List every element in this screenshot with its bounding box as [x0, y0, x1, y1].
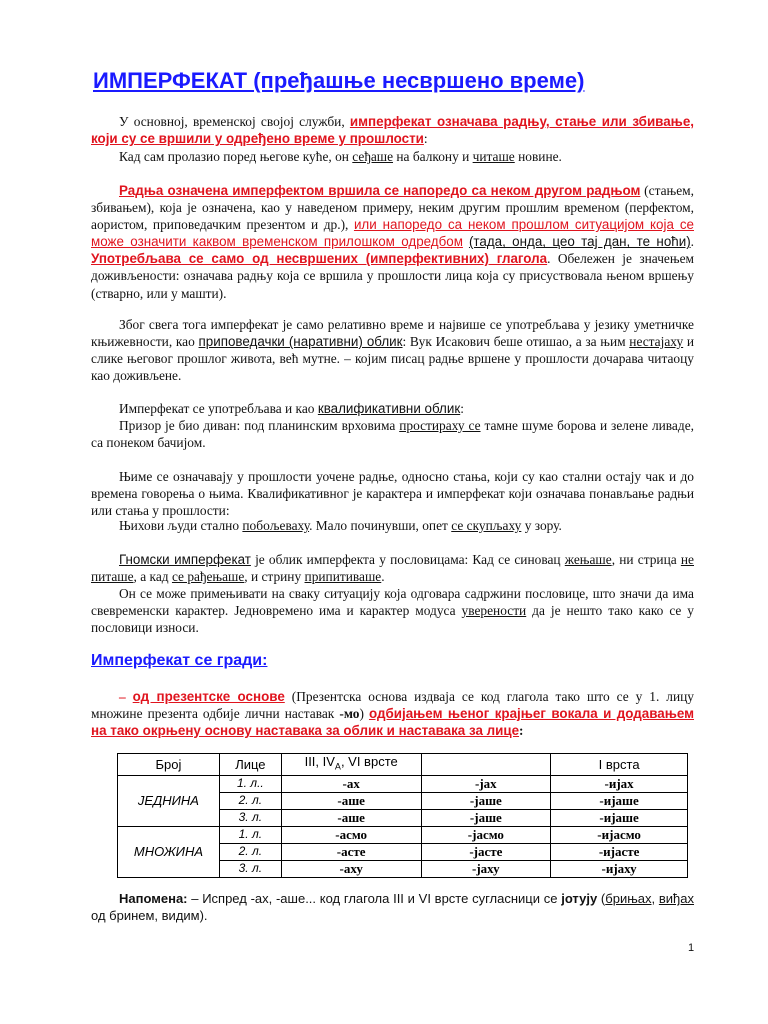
page-number: 1: [688, 942, 695, 954]
ending-cell: -јаше: [421, 792, 551, 809]
example-sentence-2: Призор је био диван: под планинским врховима простираху се тамне шуме борова и зелене ливаде, са понеком бачијом.: [91, 418, 694, 451]
ending-cell: -аше: [281, 792, 421, 809]
table-header-cell: Лице: [219, 754, 281, 776]
ending-cell: -асте: [281, 843, 421, 860]
table-header-cell: III, $IV_A$, VI врсте: [281, 754, 421, 776]
ending-cell: -ах: [281, 775, 421, 792]
ending-cell: -ијасмо: [551, 826, 688, 843]
ending-cell: -ијаху: [551, 860, 688, 877]
page-title: ИМПЕРФЕКАТ (пређашње несвршено време): [93, 68, 585, 93]
person-cell: 1. л..: [219, 775, 281, 792]
ending-cell: -ијаше: [551, 792, 688, 809]
ending-cell: -аше: [281, 809, 421, 826]
ending-cell: -јах: [421, 775, 551, 792]
example-sentence-1: Кад сам пролазио поред његове куће, он сеђаше на балкону и читаше новине.: [119, 149, 562, 164]
person-cell: 3. л.: [219, 809, 281, 826]
table-row: [118, 775, 688, 792]
ending-cell: -јасмо: [421, 826, 551, 843]
table-header-cell: I врста: [551, 754, 688, 776]
paragraph-repetition: Њиме се означавају у прошлости уочене радње, односно стања, који су као стални остају чак и до времена говорења о њима. Квалификативног је карактера и имперфекат који означава понављање радњи или стања у прошлости:: [91, 469, 694, 519]
paragraph-narrative: Због свега тога имперфекат је само релативно време и највише се употребљава у језику уметничке књижевности, као приповедачки (наративни) облик: Вук Исакович беше отишао, а за њим нестајаху и слике његовог прошлог живота, већ мутне. – којим писац радње вршене у прошлости дочарава читаоцу као доживљене.: [91, 317, 695, 384]
table-header-cell: Број: [118, 754, 220, 776]
person-cell: 2. л.: [219, 792, 281, 809]
ending-cell: -ијаше: [551, 809, 688, 826]
number-label-plural: МНОЖИНА: [118, 826, 220, 877]
person-cell: 2. л.: [219, 843, 281, 860]
table-row: [118, 826, 688, 843]
paragraph-simultaneity: Радња означена имперфектом вршила се напоредо са неком другом радњом (стањем, збивањем), која је означена, као у наведеном примеру, неким другим прошлим временом (перфектом, аористом, приповедачким презентом и др.), или напоредо са неком прошлом ситуацијом која се може означити каквом временском прилошком одредбом (тада, онда, цео тај дан, те ноћи). Употребљава се само од несвршених (имперфективних) глагола. Обележен је значењем доживљености: означава радњу која се вршила у прошлости лица која су присуствовала њеном вршењу (стварно, или у машти).: [91, 183, 695, 301]
ending-cell: -јасте: [421, 843, 551, 860]
paragraph-qualificative: Имперфекат се употребљава и као квалификативни облик:: [119, 401, 464, 416]
number-label-singular: ЈЕДНИНА: [118, 775, 220, 826]
ending-cell: -асмо: [281, 826, 421, 843]
paragraph-gnomic-2: Он се може примењивати на сваку ситуацију која одговара садржини пословице, што значи да има свевременски карактер. Једновремено има и карактер модуса уверености да је нешто тако како се у пословици износи.: [91, 586, 695, 636]
endings-table: [117, 753, 688, 878]
table-header-row: [118, 754, 688, 776]
person-cell: 1. л.: [219, 826, 281, 843]
section-heading-formation: Имперфекат се гради:: [91, 652, 268, 669]
definition-highlight: имперфекат означава радњу, стање или збивање, који су се вршили у одређено време у прошлости: [91, 114, 694, 147]
ending-cell: -јаше: [421, 809, 551, 826]
paragraph-formation: – од презентске основе (Презентска основа издваја се код глагола тако што се у 1. лицу множине презента одбије лични наставак -мо) одбијањем њеног крајњег вокала и додавањем на тако окрњену основу наставака за облик и наставака за лице:: [91, 689, 695, 739]
ending-cell: -аху: [281, 860, 421, 877]
paragraph-definition: У основној, временској својој служби, имперфекат означава радњу, стање или збивање, који су се вршили у одређено време у прошлости:: [91, 114, 694, 147]
example-sentence-3: Њихови људи стално побољеваху. Мало починувши, опет се скупљаху у зору.: [119, 518, 562, 533]
ending-cell: -јаху: [421, 860, 551, 877]
ending-cell: -ијасте: [551, 843, 688, 860]
person-cell: 3. л.: [219, 860, 281, 877]
ending-cell: -ијах: [551, 775, 688, 792]
table-header-cell: [421, 754, 551, 776]
note-paragraph: Напомена: – Испред -ах, -аше... код глагола III и VI врсте сугласници се јотују (брињах, виђах од бринем, видим).: [91, 891, 695, 924]
paragraph-gnomic: Гномски имперфекат је облик имперфекта у пословицама: Кад се синовац жењаше, ни стрица не питаше, а кад се рађењаше, и стрину припитиваше.: [91, 552, 694, 585]
